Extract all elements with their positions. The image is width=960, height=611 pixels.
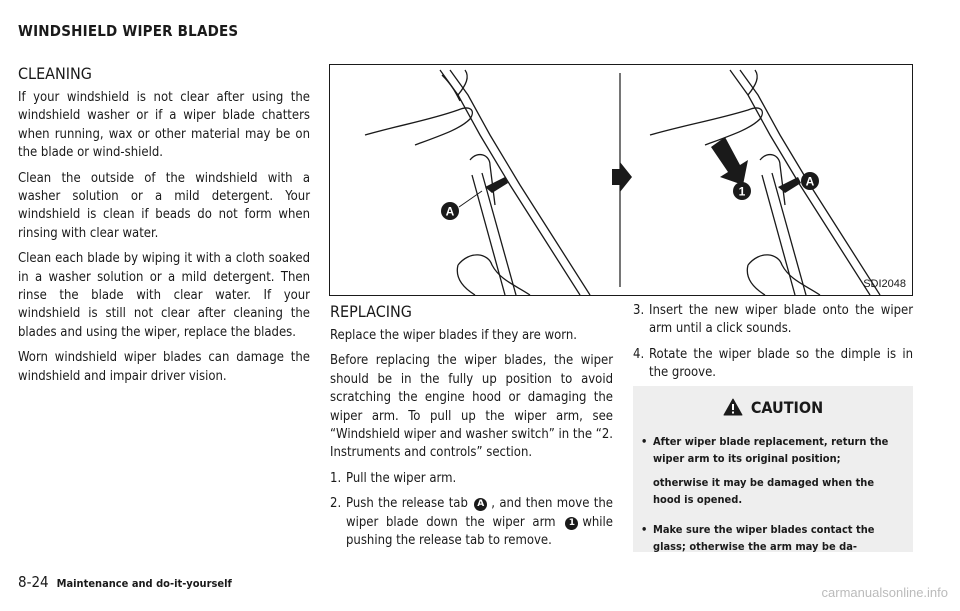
label-1-right bbox=[733, 182, 751, 200]
page-number: 8-24 bbox=[18, 573, 49, 591]
replacing-heading: REPLACING bbox=[330, 302, 412, 321]
steps-list bbox=[633, 302, 913, 383]
replacing-section bbox=[330, 302, 613, 557]
cleaning-paragraph: Clean each blade by wiping it with a cloth soaked in a washer solution or a mild detergent. Then rinse the blade with clear water. If your windshield is still not clear after cleaning the blades and using the wiper, replace the blades. bbox=[18, 251, 310, 340]
step-number: 2. bbox=[330, 496, 342, 512]
step-number: 3. bbox=[633, 303, 645, 318]
bullet-icon: • bbox=[641, 523, 648, 536]
caution-item bbox=[641, 434, 903, 516]
replacing-paragraph: Before replacing the wiper blades, the wiper should be in the fully up position to avoid scratching the engine hood or damaging the wiper arm. To pull up the wiper arm, see “Windshield wiper and washer switch” in the “2. Instruments and controls” section. bbox=[330, 353, 614, 461]
next-step-arrow bbox=[612, 162, 632, 192]
step-item bbox=[633, 346, 913, 383]
cleaning-heading: CLEANING bbox=[18, 64, 92, 83]
step-item bbox=[633, 302, 913, 339]
caution-text: otherwise it may be damaged when the hood is opened. bbox=[653, 476, 875, 506]
caution-text: Make sure the wiper blades contact the glass; otherwise the arm may be da- bbox=[653, 523, 875, 553]
down-arrow bbox=[711, 137, 748, 185]
replacing-steps-continued bbox=[633, 302, 913, 390]
bullet-icon: • bbox=[641, 435, 648, 448]
caution-box bbox=[633, 386, 913, 552]
footer-title: Maintenance and do-it-yourself bbox=[56, 577, 232, 590]
step-text-part: , and then move the wiper blade down the wiper arm bbox=[346, 496, 613, 530]
label-a-left bbox=[441, 202, 459, 220]
wiper-illustration bbox=[330, 65, 912, 295]
step-text: Rotate the wiper blade so the dimple is in the groove. bbox=[649, 346, 913, 381]
warning-icon bbox=[723, 398, 743, 420]
step-text-part: while pushing the release tab to remove. bbox=[346, 514, 614, 549]
page-header: WINDSHIELD WIPER BLADES bbox=[18, 22, 239, 40]
caution-list bbox=[641, 434, 903, 561]
label-a-text: A bbox=[805, 174, 815, 189]
label-1-text: 1 bbox=[738, 184, 746, 199]
caution-item-text bbox=[653, 434, 903, 516]
release-tab-arrow bbox=[485, 177, 508, 193]
cleaning-paragraph: Clean the outside of the windshield with a washer solution or a mild detergent. Your windshield is clean if beads do not form when rinsing with clear water. bbox=[18, 170, 310, 241]
step-number: 1. bbox=[330, 470, 342, 486]
label-a-right bbox=[801, 172, 819, 190]
caution-item bbox=[641, 522, 903, 555]
watermark: carmanualsonline.info bbox=[821, 585, 948, 600]
caution-text: After wiper blade replacement, return the wiper arm to its original position; bbox=[653, 435, 889, 465]
caution-heading bbox=[633, 398, 913, 420]
replacing-steps bbox=[330, 470, 613, 551]
step-text-part: Push the release tab bbox=[346, 496, 468, 512]
cleaning-paragraph: Worn windshield wiper blades can damage the windshield and impair driver vision. bbox=[18, 350, 310, 384]
step-item bbox=[330, 495, 613, 550]
step-item bbox=[330, 470, 613, 488]
step-number: 4. bbox=[633, 346, 645, 362]
replacing-paragraph: Replace the wiper blades if they are worn. bbox=[330, 328, 577, 343]
step-text bbox=[346, 495, 613, 550]
callout-1-icon: 1 bbox=[565, 517, 578, 530]
page-footer bbox=[18, 573, 232, 591]
label-a-text: A bbox=[445, 204, 455, 219]
step-text: Pull the wiper arm. bbox=[346, 470, 457, 486]
wiper-figure bbox=[329, 64, 913, 296]
callout-a-icon: A bbox=[474, 498, 487, 511]
cleaning-paragraph: If your windshield is not clear after using the windshield washer or if a wiper blade chatters when running, wax or other material may be on the blade or wind-shield. bbox=[18, 90, 310, 161]
caution-title: CAUTION bbox=[750, 398, 824, 417]
cleaning-section bbox=[18, 64, 310, 393]
step-text: Insert the new wiper blade onto the wiper arm until a click sounds. bbox=[649, 303, 913, 337]
figure-code: SDI2048 bbox=[863, 278, 906, 290]
